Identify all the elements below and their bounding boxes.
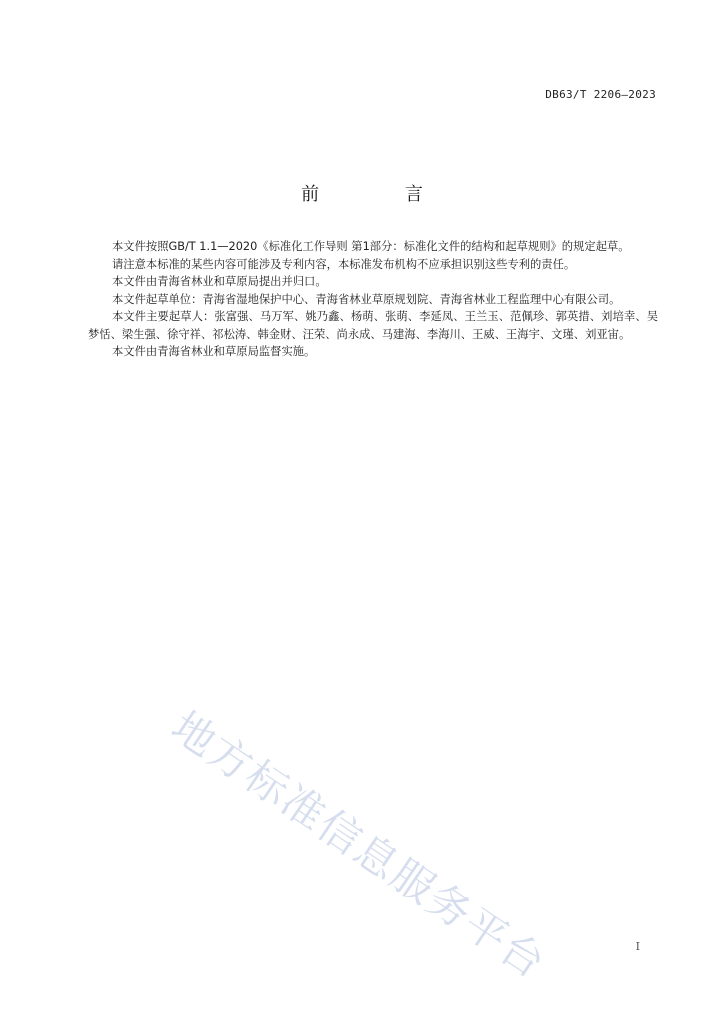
paragraph-proposer: 本文件由青海省林业和草原局提出并归口。	[112, 275, 327, 288]
paragraph-patent-notice: 请注意本标准的某些内容可能涉及专利内容，本标准发布机构不应承担识别这些专利的责任。	[112, 257, 576, 271]
document-code: DB63/T 2206—2023	[545, 88, 656, 101]
paragraph-supervision: 本文件由青海省林业和草原局监督实施。	[112, 345, 316, 358]
paragraph-drafting-basis: 本文件按照GB/T 1.1—2020《标准化工作导则 第1部分：标准化文件的结构和起草规则》的规定起草。	[112, 240, 630, 253]
foreword-body	[88, 238, 658, 361]
paragraph-drafting-units: 本文件起草单位：青海省湿地保护中心、青海省林业草原规划院、青海省林业工程监理中心有限公司。	[112, 292, 621, 306]
page-title: 前 言	[301, 184, 463, 205]
page-number: I	[635, 940, 640, 953]
watermark: 地方标准信息服务平台	[162, 701, 556, 989]
paragraph-drafters: 本文件主要起草人：张富强、马万军、姚乃鑫、杨萌、张萌、李延凤、王兰玉、范佩珍、郭英措、刘培幸、吴梦恬、梁生强、徐守祥、祁松涛、韩金财、汪荣、尚永成、马建海、李海川、王威、王海宇、文瑾、刘亚宙。	[88, 310, 658, 341]
